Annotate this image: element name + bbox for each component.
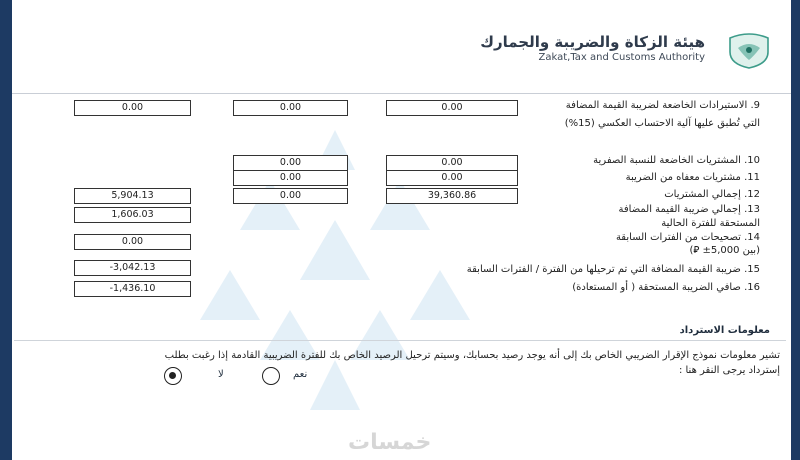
row15-label: 15. ضريبة القيمة المضافة التي تم ترحيلها من الفترة / الفترات السابقة [466, 264, 760, 275]
khamsat-watermark: خمسات [348, 430, 432, 455]
row9-label-line1: 9. الاستيرادات الخاضعة لضريبة القيمة المضافة [565, 100, 760, 111]
org-name-arabic: هيئة الزكاة والضريبة والجمارك [480, 33, 705, 51]
refund-yes-radio[interactable] [262, 367, 280, 385]
row13-value-total[interactable]: 1,606.03 [74, 207, 191, 223]
row14-label-line1: 14. تصحيحات من الفترات السابقة [615, 232, 760, 243]
page-frame-left [0, 0, 12, 460]
row10-value-amount[interactable]: 0.00 [386, 155, 518, 171]
page-frame-right [791, 0, 800, 460]
row11-value-adjustment[interactable]: 0.00 [233, 170, 348, 186]
row9-value-amount[interactable]: 0.00 [386, 100, 518, 116]
row14-label-line2: (بين 5,000± ⃁) [689, 245, 760, 256]
row13-label-line1: 13. إجمالي ضريبة القيمة المضافة [618, 204, 760, 215]
row15-value-total[interactable]: -3,042.13 [74, 260, 191, 276]
refund-info-text: تشير معلومات نموذج الإقرار الضريبي الخاص بك إلى أنه يوجد رصيد بحسابك، وسيتم ترحيل الرصيد الخاص بك للفترة الضريبية القادمة إذا رغبت بطلب إسترداد يرجى النقر هنا : [164, 350, 780, 376]
org-name-english: Zakat,Tax and Customs Authority [538, 52, 705, 63]
row12-value-total[interactable]: 5,904.13 [74, 188, 191, 204]
refund-section-divider [14, 340, 786, 341]
row10-value-adjustment[interactable]: 0.00 [233, 155, 348, 171]
row12-label: 12. إجمالي المشتريات [664, 189, 760, 200]
row11-value-amount[interactable]: 0.00 [386, 170, 518, 186]
row9-value-adjustment[interactable]: 0.00 [233, 100, 348, 116]
refund-no-label: لا [218, 369, 224, 380]
refund-yes-label: نعم [293, 369, 308, 380]
row14-value-total[interactable]: 0.00 [74, 234, 191, 250]
row11-label: 11. مشتريات معفاه من الضريبة [625, 172, 760, 183]
row9-label-line2: التي تُطبق عليها آلية الاحتساب العكسي (15%) [564, 118, 760, 129]
row9-value-total[interactable]: 0.00 [74, 100, 191, 116]
refund-section-title: معلومات الاسترداد [679, 325, 770, 336]
row12-value-adjustment[interactable]: 0.00 [233, 188, 348, 204]
row16-value-total[interactable]: -1,436.10 [74, 281, 191, 297]
row10-label: 10. المشتريات الخاضعة للنسبة الصفرية [593, 155, 760, 166]
header-divider [12, 93, 791, 94]
zatca-logo-icon [724, 30, 774, 70]
refund-no-radio[interactable] [164, 367, 182, 385]
row16-label: 16. صافي الضريبة المستحقة ( أو المستعادة) [572, 282, 760, 293]
row12-value-amount[interactable]: 39,360.86 [386, 188, 518, 204]
row13-label-line2: المستحقة للفترة الحالية [661, 218, 760, 229]
